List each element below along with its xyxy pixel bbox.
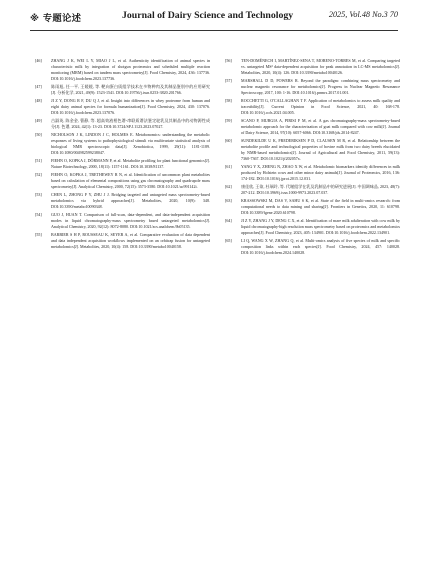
reference-entry — [35, 172, 210, 190]
reference-number: [50] — [35, 132, 42, 137]
reference-number: [63] — [225, 198, 232, 203]
reference-entry — [225, 238, 400, 256]
reference-number: [57] — [225, 78, 232, 83]
reference-text: 古淑英, 陈金金, 曹静, 等. 超高效液相色谱-串联质谱法鉴定驼乳及其制品中的动物源性成分[J]. 色谱, 2024, 42(1): 13-23. DOI:10.3724/SP.J.1123.2023.07027. — [51, 118, 210, 129]
reference-text: 陈雨旭, 任一平, 王媛媛, 等. 靶向蛋白质组学技术在多物种肉及其制品鉴别中的应用研究[J]. 分析化学, 2021, 49(9): 1523-1541. DOI:10.19756/j.issn.0253-3820.201766. — [51, 84, 210, 95]
reference-number: [61] — [225, 164, 232, 169]
reference-text: 康佳欣, 王欲, 杜瑞玲, 等. 代谢组学在乳及乳制品中的研究进展[J]. 中国调味品, 2023, 48(7): 207-212. DOI:10.3969/j.issn.1000-9973.2023.07.037. — [241, 184, 400, 195]
journal-section-label: ※ 专题论述 — [30, 13, 82, 24]
references-left-column — [35, 58, 210, 252]
reference-text: YANG Y X, ZHENG N, ZHAO X W, et al. Metabolomic biomarkers identify differences in milk produced by Holstein cows and other minor dairy animals[J]. Journal of Proteomics, 2016, 136: 174-182. DOI:10.1016/j.jprot.2015.12.031. — [241, 164, 400, 181]
reference-entry — [35, 192, 210, 210]
reference-entry — [35, 84, 210, 96]
reference-entry — [225, 58, 400, 76]
reference-number: [53] — [35, 192, 42, 197]
reference-number: [49] — [35, 118, 42, 123]
reference-number: [58] — [225, 98, 232, 103]
reference-text: NICHOLSON J K, LINDON J C, HOLMES E. Metabonomics: understanding the metabolic responses of living systems to pathophysiological stimuli via multivariate statistical analysis of biological NMR spectroscopic data[J]. Xenobiotica, 1999, 29(11): 1181-1189. DOI:10.1080/004982599238047. — [51, 132, 210, 155]
reference-entry — [35, 158, 210, 170]
reference-text: GUO J, HUAN T. Comparison of full-scan, data-dependent, and data-independent acquisition modes in liquid chromatography-mass spectrometry based untargeted metabolomics[J]. Analytical Chemistry, 2020, 92(12): 8072-8080. DOI:10.1021/acs.analchem.9b05135. — [51, 212, 210, 229]
reference-number: [51] — [35, 158, 42, 163]
reference-text: MARSHALL D D, POWERS R. Beyond the paradigm: combining mass spectrometry and nuclear magnetic resonance for metabolomics[J]. Progress in Nuclear Magnetic Resonance Spectroscopy, 2017, 100: 1-16. DOI:10.1016/j.pnmrs.2017.01.001. — [241, 78, 400, 95]
reference-entry — [225, 184, 400, 196]
reference-number: [54] — [35, 212, 42, 217]
reference-number: [55] — [35, 232, 42, 237]
reference-text: TEN-DOMÉNECH I, MARTÍNEZ-SENA T, MORENO-TORRES M, et al. Comparing targeted vs. untargeted MS² data-dependent acquisition for peak annotation in LC-MS metabolomics[J]. Metabolites, 2020, 10(4): 126. DOI:10.3390/metabo10040126. — [241, 58, 400, 75]
reference-text: LI Q, WANG X W, ZHANG Q, et al. Multi-omics analysis of five species of milk and specific composition links within each species[J]. Food Chemistry, 2024, 457: 140028. DOI:10.1016/j.foodchem.2024.140028. — [241, 238, 400, 255]
reference-entry — [35, 232, 210, 250]
header-rule — [30, 30, 398, 31]
reference-entry — [35, 212, 210, 230]
reference-text: ZHANG J K, WEI L Y, MIAO J L, et al. Authenticity identification of animal species in characteristic milk by integration of shotgun proteomics and scheduled multiple reaction monitoring (MRM) based on tandem mass spectrometry[J]. Food Chemistry, 2024, 436: 137736. DOI:10.1016/j.foodchem.2023.137736. — [51, 58, 210, 81]
reference-number: [46] — [35, 58, 42, 63]
reference-entry — [225, 138, 400, 162]
reference-number: [48] — [35, 98, 42, 103]
reference-entry — [225, 198, 400, 216]
reference-entry — [225, 78, 400, 96]
reference-entry — [225, 118, 400, 136]
reference-text: BARBIER S H P, ROUSSEAU K, SEYER A, et al. Comparative evaluation of data dependent and data independent acquisition workflows implemented on an orbitrap fusion for untargeted metabolomics[J]. Metabolites, 2020, 10(4): 158. DOI:10.3390/metabo10040158. — [51, 232, 210, 249]
reference-text: CHEN L, ZHONG F Y, ZHU J J. Bridging targeted and untargeted mass spectrometry-based metabolomics via hybrid approaches[J]. Metabolites, 2020, 10(9): 348. DOI:10.3390/metabo10090348. — [51, 192, 210, 209]
reference-number: [60] — [225, 138, 232, 143]
reference-number: [52] — [35, 172, 42, 177]
reference-entry — [225, 164, 400, 182]
reference-text: SUNDEKILDE U K, FREDERIKSEN P D, CLAUSEN M R, et al. Relationship between the metabolite profile and technological properties of bovine milk from two dairy breeds elucidated by NMR-based metabolomics[J]. Journal of Agricultural and Food Chemistry, 2011, 59(13): 7360-7367. DOI:10.1021/jf202057x. — [241, 138, 400, 161]
reference-text: FIEHN O, KOPKA J, TRETHEWEY R N, et al. Identification of uncommon plant metabolites based on calculation of elemental compositions using gas chromatography and quadrupole mass spectrometry[J]. Analytical Chemistry, 2000, 72(15): 3573-3580. DOI:10.1021/ac991142i. — [51, 172, 210, 189]
references-right-column — [225, 58, 400, 258]
reference-entry — [35, 132, 210, 156]
reference-number: [64] — [225, 218, 232, 223]
reference-text: ROCCHETTI G, O'CALLAGHAN T F. Application of metabolomics to assess milk quality and traceability[J]. Current Opinion in Food Science, 2021, 40: 168-178. DOI:10.1016/j.cofs.2021.04.005. — [241, 98, 400, 115]
reference-number: [47] — [35, 84, 42, 89]
reference-text: SCANO P, MURGIA A, PIRISI F M, et al. A gas chromatography-mass spectrometry-based metabolomic approach for the characterization of goat milk compared with cow milk[J]. Journal of Dairy Science, 2014, 97(10): 6057-6066. DOI:10.3168/jds.2014-8247. — [241, 118, 400, 135]
reference-entry — [225, 98, 400, 116]
reference-entry — [35, 98, 210, 116]
reference-number: [62] — [225, 184, 232, 189]
journal-title: Journal of Dairy Science and Technology — [122, 10, 294, 21]
reference-entry — [35, 118, 210, 130]
page-header — [30, 10, 398, 26]
reference-number: [59] — [225, 118, 232, 123]
reference-text: JI Z Y, DONG R F, DU Q J, et al. Insight into differences in whey proteome from human and eight dairy animal species for formula humanization[J]. Food Chemistry, 2024, 430: 137076. DOI:10.1016/j.foodchem.2023.137076. — [51, 98, 210, 115]
reference-number: [56] — [225, 58, 232, 63]
reference-text: FIEHN O, KOPKA J, DÖRMANN P, et al. Metabolite profiling for plant functional genomics[J]. Nature Biotechnology, 2000, 18(11): 1157-1161. DOI:10.1038/81137. — [51, 158, 210, 169]
issue-page-number: 2025, Vol.48 No.3 70 — [328, 10, 398, 19]
reference-number: [65] — [225, 238, 232, 243]
reference-entry — [35, 58, 210, 82]
reference-text: JI Z Y, ZHANG J Y, DENG C X, et al. Identification of mare milk adulteration with cow milk by liquid chromatography-high resolution mass spectrometry based on proteomics and metabolomics approaches[J]. Food Chemistry, 2023, 405: 134901. DOI:10.1016/j.foodchem.2022.134901. — [241, 218, 400, 235]
reference-entry — [225, 218, 400, 236]
reference-text: KRASSOWSKI M, DAS V, SAHU S K, et al. State of the field in multi-omics research: from computational needs to data mining and sharing[J]. Frontiers in Genetics, 2020, 11: 610798. DOI:10.3389/fgene.2020.610798. — [241, 198, 400, 215]
